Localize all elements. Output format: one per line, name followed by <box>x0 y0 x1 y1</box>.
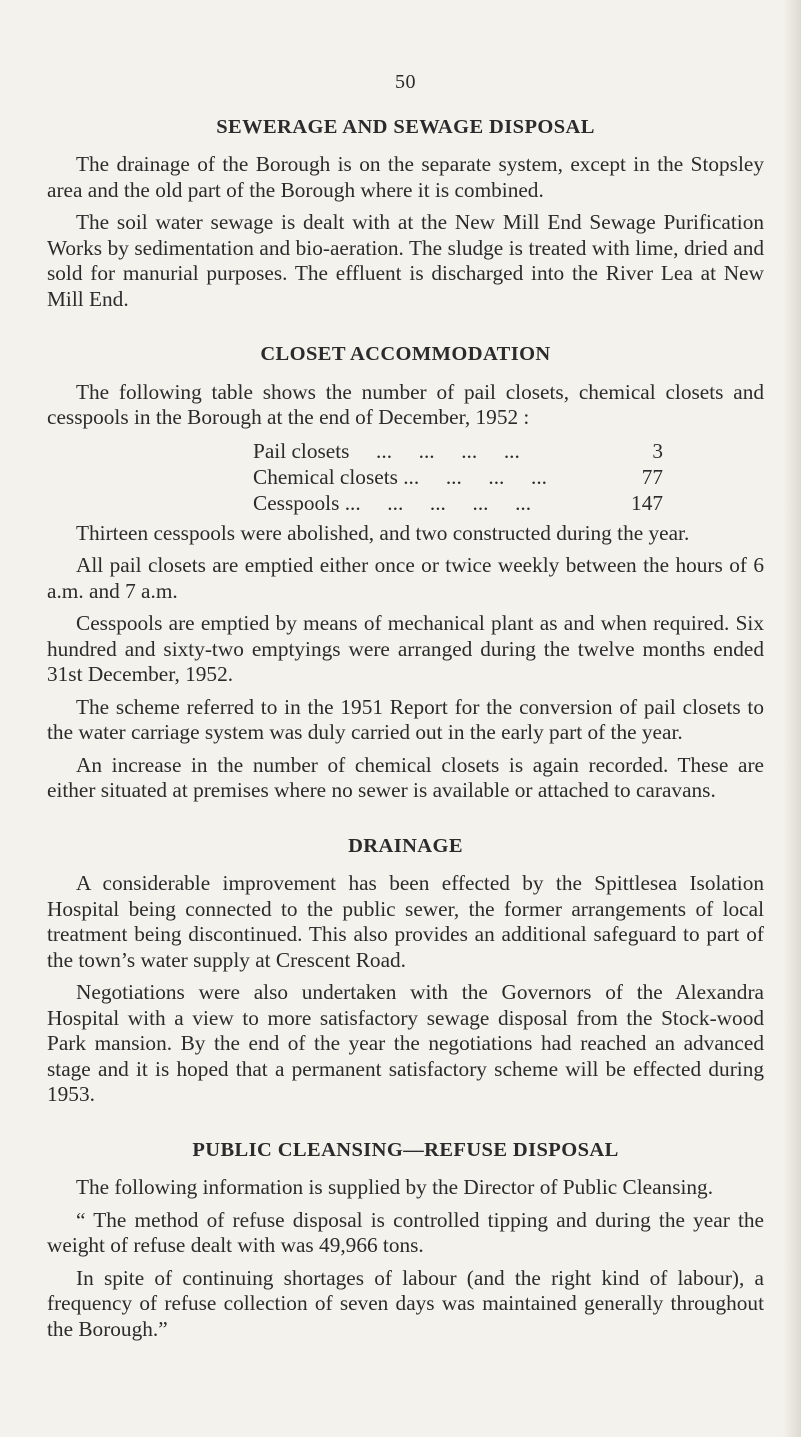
table-row-label: Pail closets ... ... ... ... <box>253 438 520 463</box>
section-sewerage <box>47 115 764 313</box>
section-drainage <box>47 834 764 1108</box>
paragraph: The drainage of the Borough is on the separate system, except in the Stopsley area and the old part of the Borough where it is combined. <box>47 152 764 202</box>
paragraph: The following information is supplied by the Director of Public Cleansing. <box>76 1175 714 1199</box>
section-public-cleansing <box>47 1138 764 1343</box>
closet-table <box>253 438 663 516</box>
paragraph: A considerable improvement has been effected by the Spittlesea Isolation Hospital being connected to the public sewer, the former arrangements of local treatment being discontinued. This also provides an additional safeguard to part of the town’s water supply at Crescent Road. <box>47 871 764 972</box>
paragraph: The following table shows the number of pail closets, chemical closets and cesspools in the Borough at the end of December, 1952 : <box>47 379 764 429</box>
paragraph: Thirteen cesspools were abolished, and two constructed during the year. <box>76 520 690 545</box>
section-heading: CLOSET ACCOMMODATION <box>260 343 551 365</box>
paragraph: Negotiations were also undertaken with the Governors of the Alexandra Hospital with a view to more satisfactory sewage disposal from the Stock-wood Park mansion. By the end of the year the negotiations had reached an advanced stage and it is hoped that a permanent satisfactory scheme will be effected during 1953. <box>47 980 764 1106</box>
paragraph: The soil water sewage is dealt with at the New Mill End Sewage Purification Works by sedimentation and bio-aeration. The sludge is treated with lime, dried and sold for manurial purposes. The effluent is discharged into the River Lea at New Mill End. <box>47 210 764 311</box>
paragraph: In spite of continuing shortages of labour (and the right kind of labour), a frequency of refuse collection of seven days was maintained generally throughout the Borough.” <box>47 1265 764 1341</box>
paragraph: An increase in the number of chemical closets is again recorded. These are either situated at premises where no sewer is available or attached to caravans. <box>47 752 764 802</box>
section-closet-accommodation <box>47 342 764 804</box>
section-heading: PUBLIC CLEANSING—REFUSE DISPOSAL <box>192 1138 619 1161</box>
paragraph: All pail closets are emptied either once or twice weekly between the hours of 6 a.m. and 7 a.m. <box>47 553 764 603</box>
page-number: 50 <box>395 71 416 93</box>
section-heading: SEWERAGE AND SEWAGE DISPOSAL <box>216 115 595 138</box>
paragraph: The scheme referred to in the 1951 Report for the conversion of pail closets to the water carriage system was duly carried out in the early part of the year. <box>47 694 764 744</box>
paragraph: Cesspools are emptied by means of mechanical plant as and when required. Six hundred and sixty-two emptyings were arranged during the twelve months ended 31st December, 1952. <box>47 611 764 686</box>
table-row <box>253 464 663 490</box>
table-row-value: 3 <box>652 438 663 463</box>
paragraph: “ The method of refuse disposal is controlled tipping and during the year the weight of refuse dealt with was 49,966 tons. <box>47 1207 764 1257</box>
table-row <box>253 490 663 516</box>
page-edge-shadow <box>783 0 801 1437</box>
table-row-value: 77 <box>641 464 663 489</box>
table-row-label: Cesspools ... ... ... ... ... <box>253 490 532 515</box>
section-heading: DRAINAGE <box>348 834 463 857</box>
table-row <box>253 438 663 464</box>
table-row-value: 147 <box>631 490 663 515</box>
table-row-label: Chemical closets ... ... ... ... <box>253 464 547 489</box>
